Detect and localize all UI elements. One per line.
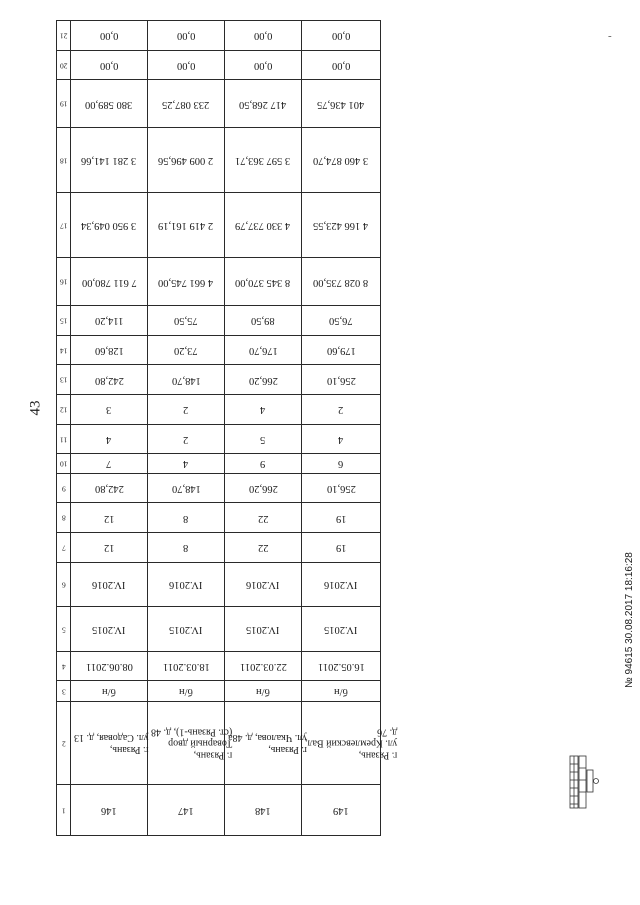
cell-row-148-col-3 [225,681,302,702]
cell-row-147-col-16 [148,258,225,305]
cell-value: 148,70 [171,483,201,494]
cell-value: IV.2016 [169,579,203,591]
table-row-col-7 [57,532,381,562]
column-number-cell [57,607,71,652]
address-text [151,726,232,761]
cell-row-146-col-8 [71,503,148,533]
cell-value: 4 [106,433,112,445]
cell-row-148-col-10 [225,454,302,473]
column-number-cell [57,80,71,127]
cell-value: 4 166 423,55 [313,220,369,232]
cell-value: 242,80 [94,374,124,386]
column-number-cell [57,193,71,258]
cell-row-147-col-1 [148,785,225,836]
cell-row-149-col-8 [302,503,381,533]
column-number: 15 [59,316,68,326]
cell-value: 12 [103,512,115,524]
cell-row-149-col-19 [302,80,381,127]
cell-row-149-col-11 [302,424,381,454]
cell-row-146-col-12 [71,394,148,424]
cell-value: 256,10 [326,374,356,386]
address-line: г. Рязань, [109,743,149,755]
cell-value: 0,00 [176,30,196,42]
table-row-col-3 [57,681,381,702]
column-number: 14 [59,346,68,356]
table-row-col-21 [57,21,381,51]
cell-row-148-col-2 [225,702,307,785]
cell-value: 7 [106,458,112,470]
cell-value: 148,70 [171,374,201,386]
table-row-col-17 [57,193,381,258]
cell-value: 18.03.2011 [162,661,210,673]
table-row-col-16 [57,258,381,305]
cell-row-146-col-17 [71,193,148,258]
cell-row-148-col-21 [225,21,302,51]
cell-value: 19 [335,512,347,524]
column-number: 8 [61,513,66,523]
cell-row-148-col-18 [225,127,302,192]
cell-value: 256,10 [326,483,356,494]
table-row-col-20 [57,50,381,80]
cell-row-146-col-21 [71,21,148,51]
table-row-col-2 [57,702,381,785]
cell-value: 89,50 [251,315,275,327]
cell-row-148-col-19 [225,80,302,127]
column-number: 18 [59,156,68,166]
column-number: 7 [61,543,66,553]
column-number-cell [57,335,71,365]
data-table [56,20,398,836]
cell-row-148-col-8 [225,503,302,533]
cell-value: 4 330 737,79 [235,220,291,232]
cell-value: 149 [333,805,349,817]
cell-value: б/н [102,686,116,698]
cell-value: 76,50 [329,315,353,327]
table-row-col-10 [57,454,381,473]
cell-row-146-col-15 [71,305,148,335]
column-number: 10 [59,459,68,469]
address-line: Товарный двор [168,737,233,749]
cell-value: 8 [183,512,189,524]
cell-value: 4 [183,458,189,470]
table-row-col-15 [57,305,381,335]
column-number-cell [57,562,71,607]
cell-value: 2 009 496,56 [158,155,214,166]
cell-row-146-col-2 [71,702,148,785]
cell-row-147-col-12 [148,394,225,424]
cell-row-148-col-20 [225,50,302,80]
cell-row-148-col-6 [225,562,302,607]
cell-row-147-col-18 [148,127,225,192]
table-row-col-18 [57,127,381,192]
column-number: 19 [59,99,68,109]
cell-row-147-col-14 [148,335,225,365]
address-line: г. Рязань, [358,749,398,761]
rotated-table-sheet [56,20,398,836]
edge-mark: - [608,30,612,42]
cell-row-146-col-5 [71,607,148,652]
column-number-cell [57,503,71,533]
column-number: 4 [61,662,66,672]
cell-value: IV.2016 [92,579,126,591]
cell-row-147-col-11 [148,424,225,454]
cell-row-147-col-20 [148,50,225,80]
cell-row-148-col-15 [225,305,302,335]
cell-value: 417 268,50 [239,98,287,110]
cell-value: 73,20 [174,344,198,356]
cell-row-147-col-3 [148,681,225,702]
cell-row-146-col-3 [71,681,148,702]
cell-value: 2 [183,433,189,445]
column-number-cell [57,127,71,192]
column-number-cell [57,785,71,836]
cell-row-147-col-8 [148,503,225,533]
cell-row-149-col-12 [302,394,381,424]
cell-row-149-col-9 [302,473,381,503]
address-text [74,732,148,755]
cell-row-147-col-17 [148,193,225,258]
cell-value: IV.2016 [324,579,358,591]
column-number: 1 [61,806,66,816]
column-number: 5 [61,625,66,635]
cell-value: IV.2015 [169,623,203,635]
cell-value: 0,00 [331,60,351,72]
cell-value: 8 345 370,00 [235,276,291,288]
table-row-col-4 [57,651,381,681]
column-number: 11 [59,435,68,445]
cell-value: 2 [183,404,189,416]
cell-value: 3 950 049,34 [81,220,137,232]
column-number-cell [57,454,71,473]
column-number: 9 [61,484,66,494]
cell-value: б/н [334,686,348,698]
column-number-cell [57,50,71,80]
cell-row-147-col-13 [148,365,225,395]
table-row-col-14 [57,335,381,365]
address-line: г. Рязань, [268,743,307,755]
cell-row-147-col-10 [148,454,225,473]
cell-row-149-col-3 [302,681,381,702]
cell-value: 16.05.2011 [317,661,365,673]
cell-row-149-col-17 [302,193,381,258]
cell-row-148-col-14 [225,335,302,365]
cell-value: 8 [183,542,189,554]
column-number: 2 [61,739,66,749]
column-number-cell [57,424,71,454]
column-number: 17 [59,221,68,231]
column-number: 20 [59,61,68,71]
cell-row-146-col-19 [71,80,148,127]
registry-logo-icon [567,752,601,812]
address-line: (ст. Рязань-1), д. 48 [151,726,233,738]
cell-value: 7 611 780,00 [81,276,137,288]
cell-value: 22.03.2011 [239,661,287,673]
cell-row-148-col-5 [225,607,302,652]
cell-row-146-col-13 [71,365,148,395]
cell-value: 4 [260,404,266,416]
table-row-col-8 [57,503,381,533]
cell-value: 3 [106,404,112,416]
address-line: д. 76 [377,726,398,738]
cell-row-148-col-1 [225,785,302,836]
table-row-col-11 [57,424,381,454]
cell-value: 146 [101,805,117,817]
cell-row-146-col-16 [71,258,148,305]
cell-row-147-col-2 [148,702,233,785]
column-number-cell [57,258,71,305]
cell-value: 0,00 [176,60,196,72]
column-number: 13 [59,375,68,385]
cell-value: IV.2015 [92,623,126,635]
cell-value: б/н [256,686,270,698]
cell-value: 5 [260,433,266,445]
cell-row-146-col-18 [71,127,148,192]
cell-value: 9 [260,458,266,470]
cell-row-149-col-7 [302,532,381,562]
table-row-col-6 [57,562,381,607]
column-number-cell [57,532,71,562]
cell-value: 22 [257,512,269,524]
cell-row-146-col-4 [71,651,148,681]
cell-row-146-col-14 [71,335,148,365]
cell-value: 3 281 141,66 [81,155,137,166]
cell-row-146-col-7 [71,532,148,562]
cell-row-149-col-6 [302,562,381,607]
cell-value: 8 028 735,00 [313,276,369,288]
cell-row-147-col-15 [148,305,225,335]
cell-row-149-col-20 [302,50,381,80]
cell-value: 0,00 [253,30,273,42]
cell-row-149-col-10 [302,454,381,473]
cell-row-149-col-2 [302,702,398,785]
table-row-col-5 [57,607,381,652]
cell-value: 3 597 363,71 [235,155,291,166]
cell-value: 19 [335,542,347,554]
column-number-cell [57,394,71,424]
cell-row-148-col-17 [225,193,302,258]
cell-value: 4 661 745,00 [158,276,214,288]
cell-value: 22 [257,542,269,554]
table-row-col-1 [57,785,381,836]
cell-row-149-col-14 [302,335,381,365]
cell-value: 0,00 [253,60,273,72]
column-number-cell [57,473,71,503]
cell-row-147-col-4 [148,651,225,681]
cell-row-148-col-11 [225,424,302,454]
address-line: ул. Чкалова, д. 48а [228,732,307,744]
column-number: 3 [61,687,66,697]
cell-row-146-col-6 [71,562,148,607]
cell-value: 2 [338,404,344,416]
cell-value: 08.06.2011 [85,661,133,673]
cell-row-146-col-1 [71,785,148,836]
table-row-col-19 [57,80,381,127]
cell-value: 401 436,75 [317,98,365,110]
cell-row-146-col-20 [71,50,148,80]
cell-value: 114,20 [94,315,124,327]
cell-row-148-col-12 [225,394,302,424]
column-number-cell [57,305,71,335]
cell-value: 12 [103,542,115,554]
address-line: г. Рязань, [193,749,233,761]
table-row-col-12 [57,394,381,424]
table-row-col-13 [57,365,381,395]
cell-value: 147 [178,805,194,817]
cell-row-147-col-6 [148,562,225,607]
cell-row-149-col-4 [302,651,381,681]
page-number: 43 [27,400,44,416]
cell-row-146-col-10 [71,454,148,473]
cell-row-146-col-9 [71,473,148,503]
column-number-cell [57,21,71,51]
cell-value: 4 [338,433,344,445]
cell-value: 128,60 [94,344,124,356]
address-line: ул. Садовая, д. 13 [74,732,149,744]
column-number-cell [57,651,71,681]
cell-row-149-col-15 [302,305,381,335]
address-line: ул. Кремлевский Вал, [305,737,398,749]
cell-value: б/н [179,686,193,698]
cell-row-147-col-19 [148,80,225,127]
cell-value: 0,00 [99,30,119,42]
registration-stamp-text: № 94615 30.08.2017 18:16:28 [624,552,635,688]
cell-row-147-col-9 [148,473,225,503]
cell-row-147-col-21 [148,21,225,51]
cell-value: IV.2015 [324,623,358,635]
cell-row-148-col-13 [225,365,302,395]
column-number-cell [57,365,71,395]
cell-value: 148 [255,805,271,817]
column-number: 12 [59,405,68,415]
cell-row-147-col-7 [148,532,225,562]
cell-row-149-col-5 [302,607,381,652]
cell-row-148-col-7 [225,532,302,562]
column-number: 21 [59,31,68,41]
cell-row-148-col-16 [225,258,302,305]
cell-value: 2 419 161,19 [158,220,214,232]
cell-value: 266,20 [248,483,278,494]
cell-value: 233 087,25 [162,98,210,110]
cell-value: 242,80 [94,483,124,494]
cell-value: 266,20 [248,374,278,386]
cell-value: 75,50 [174,315,198,327]
cell-value: IV.2016 [246,579,280,591]
cell-row-148-col-9 [225,473,302,503]
address-text [305,726,397,761]
cell-value: 3 460 874,70 [313,155,369,166]
column-number-cell [57,702,71,785]
cell-row-149-col-16 [302,258,381,305]
cell-row-149-col-1 [302,785,381,836]
cell-value: 380 589,00 [85,98,133,110]
cell-value: 179,60 [326,344,356,356]
column-number: 6 [61,580,66,590]
column-number-cell [57,681,71,702]
address-text [228,732,307,755]
cell-value: 0,00 [331,30,351,42]
cell-row-149-col-18 [302,127,381,192]
cell-row-147-col-5 [148,607,225,652]
cell-value: 0,00 [99,60,119,72]
table-row-col-9 [57,473,381,503]
cell-value: IV.2015 [246,623,280,635]
cell-value: 176,70 [248,344,278,356]
cell-row-149-col-21 [302,21,381,51]
cell-row-149-col-13 [302,365,381,395]
column-number: 16 [59,277,68,287]
cell-row-148-col-4 [225,651,302,681]
cell-value: 6 [338,458,344,470]
cell-row-146-col-11 [71,424,148,454]
